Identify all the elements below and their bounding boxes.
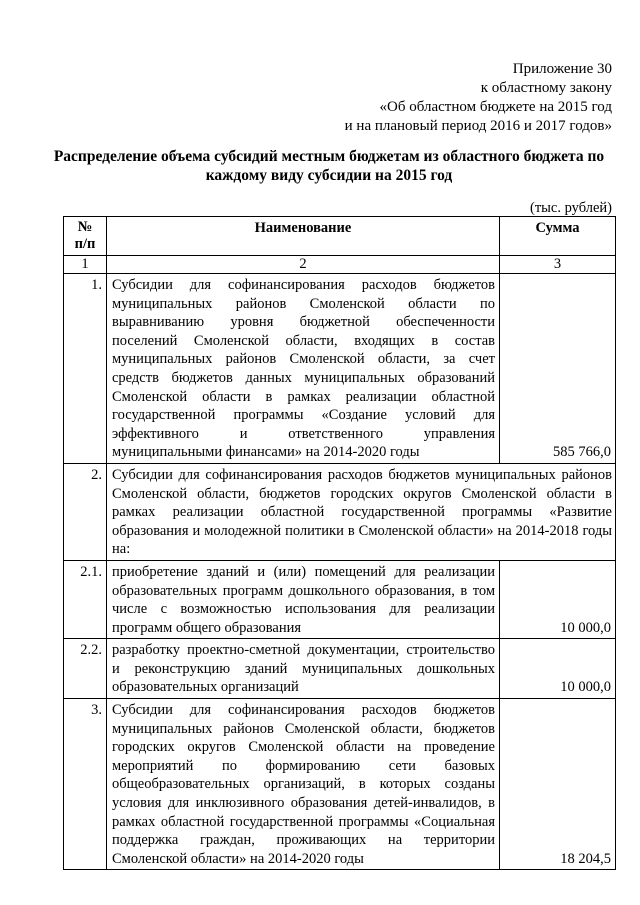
index-col-3: 3 xyxy=(500,256,616,274)
row-sum: 10 000,0 xyxy=(500,639,616,699)
table-row xyxy=(64,463,616,560)
header-sum: Сумма xyxy=(500,217,616,256)
row-name: разработку проектно-сметной документации, строительство и реконструкцию зданий муниципальных дошкольных образовательных организаций xyxy=(107,639,500,699)
row-sum: 18 204,5 xyxy=(500,699,616,870)
row-number: 1. xyxy=(64,274,107,464)
table-index-row xyxy=(64,256,616,274)
table-row xyxy=(64,560,616,638)
row-number: 3. xyxy=(64,699,107,870)
row-sum: 10 000,0 xyxy=(500,560,616,638)
row-number: 2.1. xyxy=(64,560,107,638)
table-row xyxy=(64,699,616,870)
row-name: Субсидии для софинансирования расходов бюджетов муниципальных районов Смоленской области, бюджетов городских округов Смоленской области в рамках реализации областной государственной программы «Развитие образования и молодежной политики в Смоленской области» на 2014-2018 годы на: xyxy=(107,463,616,560)
row-name: приобретение зданий и (или) помещений для реализации образовательных программ дошкольного образования, в том числе с возможностью использования для реализации программ общего образования xyxy=(107,560,500,638)
index-col-1: 1 xyxy=(64,256,107,274)
table-header-row xyxy=(64,217,616,256)
appendix-law-title-2: и на плановый период 2016 и 2017 годов» xyxy=(344,118,612,134)
row-number: 2.2. xyxy=(64,639,107,699)
header-name: Наименование xyxy=(107,217,500,256)
units-label: (тыс. рублей) xyxy=(530,200,612,216)
appendix-law-title-1: «Об областном бюджете на 2015 год xyxy=(379,99,612,115)
appendix-header xyxy=(345,60,612,136)
document-title-line-1: Распределение объема субсидий местным бюджетам из областного бюджета по xyxy=(53,148,605,165)
appendix-law-ref: к областному закону xyxy=(480,80,612,96)
header-num-line-1: № xyxy=(77,219,93,235)
table-row xyxy=(64,639,616,699)
table-row xyxy=(64,274,616,464)
document-title xyxy=(40,147,618,185)
index-col-2: 2 xyxy=(107,256,500,274)
document-title-line-2: каждому виду субсидии на 2015 год xyxy=(205,167,453,184)
header-num-line-2: п/п xyxy=(74,236,96,252)
appendix-number: Приложение 30 xyxy=(512,61,612,77)
row-name: Субсидии для софинансирования расходов бюджетов муниципальных районов Смоленской области по выравниванию уровня бюджетной обеспеченности поселений Смоленской области, входящих в состав муниципальных районов Смоленской области, за счет средств бюджетов данных муниципальных образований Смоленской области в рамках реализации областной государственной программы «Создание условий для эффективного и ответственного управления муниципальными финансами» на 2014-2020 годы xyxy=(107,274,500,464)
header-num xyxy=(64,217,107,256)
row-name: Субсидии для софинансирования расходов бюджетов муниципальных районов Смоленской области, бюджетов городских округов Смоленской области на проведение мероприятий по формированию сети базовых общеобразовательных организаций, в которых созданы условия для инклюзивного образования детей-инвалидов, в рамках областной государственной программы «Социальная поддержка граждан, проживающих на территории Смоленской области» на 2014-2020 годы xyxy=(107,699,500,870)
subsidy-table xyxy=(63,216,616,870)
row-number: 2. xyxy=(64,463,107,560)
row-sum: 585 766,0 xyxy=(500,274,616,464)
